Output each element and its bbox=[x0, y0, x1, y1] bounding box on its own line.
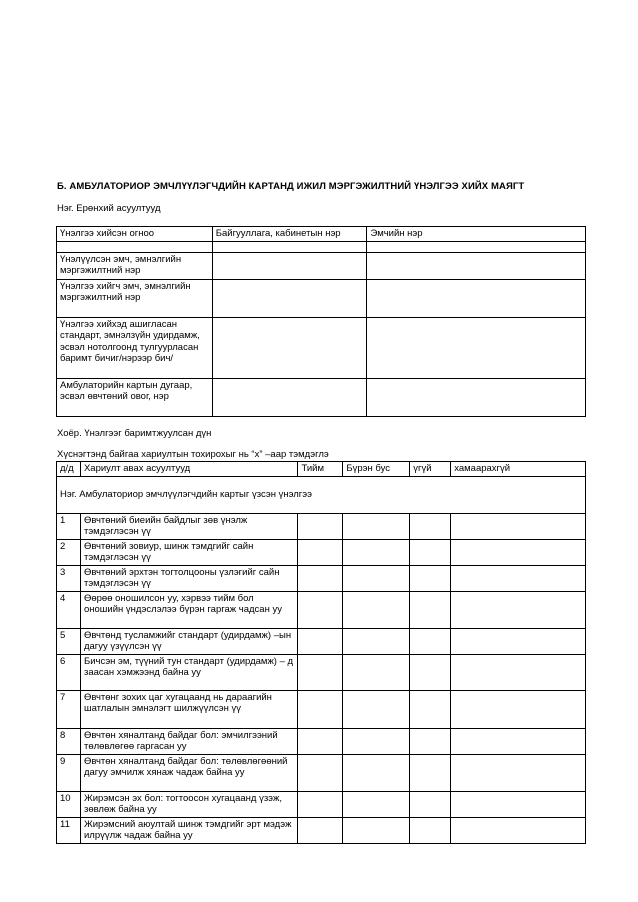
answer-partial-cell[interactable] bbox=[343, 690, 410, 728]
answer-cell[interactable] bbox=[367, 317, 586, 378]
column-header: Байгууллага, кабинетын нэр bbox=[212, 227, 367, 242]
answer-partial-cell[interactable] bbox=[343, 754, 410, 791]
answer-na-cell[interactable] bbox=[451, 690, 586, 728]
answer-cell[interactable] bbox=[212, 252, 367, 279]
instruction-text: Хүснэгтэнд байгаа хариултын тохирохыг нь “х” –аар тэмдэглэ bbox=[57, 449, 329, 460]
answer-na-cell[interactable] bbox=[451, 817, 586, 843]
answer-yes-cell[interactable] bbox=[298, 628, 343, 654]
question-text: Жирэмсэн эх бол: тогтоосон хугацаанд үзэж, зөвлөж байна уу bbox=[80, 791, 297, 817]
answer-yes-cell[interactable] bbox=[298, 591, 343, 628]
item-number: 3 bbox=[57, 565, 81, 591]
table-row bbox=[57, 317, 586, 378]
answer-no-cell[interactable] bbox=[410, 513, 451, 539]
question-text: Өөрөө оношилсон уу, хэрвээ тийм бол оношийн үндэслэлээ бүрэн гаргаж чадсан уу bbox=[80, 591, 297, 628]
column-header: д/д bbox=[57, 462, 81, 477]
answer-yes-cell[interactable] bbox=[298, 728, 343, 754]
question-text: Өвчтөнг зохих цаг хугацаанд нь дараагийн шатлалын эмнэлэгт шилжүүлсэн үү bbox=[80, 690, 297, 728]
answer-cell[interactable] bbox=[367, 241, 586, 252]
question-text: Өвчтөний зовиур, шинж тэмдгийг сайн тэмдэглэсэн үү bbox=[80, 539, 297, 565]
answer-yes-cell[interactable] bbox=[298, 654, 343, 690]
table-row bbox=[57, 728, 586, 754]
answer-cell[interactable] bbox=[367, 279, 586, 317]
row-label: Үнэлүүлсэн эмч, эмнэлгийн мэргэжилтний нэр bbox=[57, 252, 213, 279]
column-header: Бүрэн бус bbox=[343, 462, 410, 477]
table-row bbox=[57, 654, 586, 690]
question-text: Жирэмсний аюултай шинж тэмдгийг эрт мэдэж илрүүлж чадаж байна уу bbox=[80, 817, 297, 843]
question-text: Өвчтөний эрхтэн тогтолцооны үзлэгийг сайн тэмдэглэсэн үү bbox=[80, 565, 297, 591]
item-number: 8 bbox=[57, 728, 81, 754]
question-text: Өвчтөн хяналтанд байдаг бол: эмчилгээний төлөвлөгөө гаргасан уу bbox=[80, 728, 297, 754]
subheading-row bbox=[57, 476, 586, 513]
table-row bbox=[57, 241, 586, 252]
answer-na-cell[interactable] bbox=[451, 754, 586, 791]
item-number: 10 bbox=[57, 791, 81, 817]
answer-yes-cell[interactable] bbox=[298, 513, 343, 539]
row-label: Үнэлгээ хийхэд ашигласан стандарт, эмнэлзүйн удирдамж, эсвэл нотолгоонд тулгуурласан баримт бичиг/нэрээр бич/ bbox=[57, 317, 213, 378]
item-number: 5 bbox=[57, 628, 81, 654]
column-header: Тийм bbox=[298, 462, 343, 477]
answer-partial-cell[interactable] bbox=[343, 539, 410, 565]
answer-no-cell[interactable] bbox=[410, 565, 451, 591]
question-text: Өвчтөний биеийн байдлыг зөв үнэлж тэмдэглэсэн үү bbox=[80, 513, 297, 539]
subheading: Нэг. Амбулаториор эмчлүүлэгчдийн картыг үзсэн үнэлгээ bbox=[57, 476, 586, 513]
answer-na-cell[interactable] bbox=[451, 539, 586, 565]
answer-na-cell[interactable] bbox=[451, 654, 586, 690]
answer-yes-cell[interactable] bbox=[298, 690, 343, 728]
item-number: 1 bbox=[57, 513, 81, 539]
answer-yes-cell[interactable] bbox=[298, 791, 343, 817]
general-questions-table bbox=[56, 226, 586, 417]
answer-no-cell[interactable] bbox=[410, 728, 451, 754]
answer-na-cell[interactable] bbox=[451, 591, 586, 628]
answer-yes-cell[interactable] bbox=[298, 754, 343, 791]
answer-na-cell[interactable] bbox=[451, 628, 586, 654]
answer-no-cell[interactable] bbox=[410, 628, 451, 654]
table-row bbox=[57, 513, 586, 539]
table-row bbox=[57, 690, 586, 728]
section-2-heading: Хоёр. Үнэлгээг баримтжуулсан дүн bbox=[57, 428, 212, 439]
answer-no-cell[interactable] bbox=[410, 654, 451, 690]
item-number: 6 bbox=[57, 654, 81, 690]
answer-yes-cell[interactable] bbox=[298, 565, 343, 591]
answer-no-cell[interactable] bbox=[410, 591, 451, 628]
item-number: 11 bbox=[57, 817, 81, 843]
table-row bbox=[57, 628, 586, 654]
answer-partial-cell[interactable] bbox=[343, 817, 410, 843]
answer-no-cell[interactable] bbox=[410, 791, 451, 817]
answer-cell[interactable] bbox=[212, 279, 367, 317]
checklist-table bbox=[56, 461, 586, 844]
answer-no-cell[interactable] bbox=[410, 817, 451, 843]
column-header: Эмчийн нэр bbox=[367, 227, 586, 242]
table-row bbox=[57, 817, 586, 843]
answer-no-cell[interactable] bbox=[410, 754, 451, 791]
column-header: Хариулт авах асуултууд bbox=[80, 462, 297, 477]
item-number: 9 bbox=[57, 754, 81, 791]
question-text: Бичсэн эм, түүний тун стандарт (удирдамж) – д заасан хэмжээнд байна уу bbox=[80, 654, 297, 690]
table-row bbox=[57, 378, 586, 416]
item-number: 4 bbox=[57, 591, 81, 628]
column-header: хамаарахгүй bbox=[451, 462, 586, 477]
table-row bbox=[57, 591, 586, 628]
row-label: Үнэлгээ хийгч эмч, эмнэлгийн мэргэжилтний нэр bbox=[57, 279, 213, 317]
table-row bbox=[57, 791, 586, 817]
answer-no-cell[interactable] bbox=[410, 690, 451, 728]
answer-na-cell[interactable] bbox=[451, 513, 586, 539]
table-row bbox=[57, 539, 586, 565]
answer-yes-cell[interactable] bbox=[298, 817, 343, 843]
item-number: 7 bbox=[57, 690, 81, 728]
answer-partial-cell[interactable] bbox=[343, 565, 410, 591]
answer-na-cell[interactable] bbox=[451, 791, 586, 817]
column-header: Үнэлгээ хийсэн огноо bbox=[57, 227, 213, 242]
table-row bbox=[57, 252, 586, 279]
answer-na-cell[interactable] bbox=[451, 565, 586, 591]
question-text: Өвчтөнд тусламжийг стандарт (удирдамж) –ын дагуу үзүүлсэн үү bbox=[80, 628, 297, 654]
answer-cell[interactable] bbox=[212, 317, 367, 378]
answer-cell[interactable] bbox=[367, 378, 586, 416]
table-header-row bbox=[57, 227, 586, 242]
item-number: 2 bbox=[57, 539, 81, 565]
answer-cell[interactable] bbox=[57, 241, 213, 252]
answer-partial-cell[interactable] bbox=[343, 628, 410, 654]
table-row bbox=[57, 565, 586, 591]
answer-cell[interactable] bbox=[212, 241, 367, 252]
table-header-row bbox=[57, 462, 586, 477]
answer-cell[interactable] bbox=[212, 378, 367, 416]
answer-partial-cell[interactable] bbox=[343, 591, 410, 628]
question-text: Өвчтөн хяналтанд байдаг бол: төлөвлөгөөний дагуу эмчилж хянаж чадаж байна уу bbox=[80, 754, 297, 791]
answer-na-cell[interactable] bbox=[451, 728, 586, 754]
answer-yes-cell[interactable] bbox=[298, 539, 343, 565]
page-title: Б. АМБУЛАТОРИОР ЭМЧЛҮҮЛЭГЧДИЙН КАРТАНД ИЖИЛ МЭРГЭЖИЛТНИЙ ҮНЭЛГЭЭ ХИЙХ МАЯГТ bbox=[57, 181, 525, 192]
table-row bbox=[57, 754, 586, 791]
row-label: Амбулаторийн картын дугаар, эсвэл өвчтөний овог, нэр bbox=[57, 378, 213, 416]
answer-cell[interactable] bbox=[367, 252, 586, 279]
column-header: үгүй bbox=[410, 462, 451, 477]
table-row bbox=[57, 279, 586, 317]
answer-no-cell[interactable] bbox=[410, 539, 451, 565]
answer-partial-cell[interactable] bbox=[343, 728, 410, 754]
answer-partial-cell[interactable] bbox=[343, 791, 410, 817]
answer-partial-cell[interactable] bbox=[343, 513, 410, 539]
section-1-heading: Нэг. Ерөнхий асуултууд bbox=[57, 203, 161, 214]
answer-partial-cell[interactable] bbox=[343, 654, 410, 690]
